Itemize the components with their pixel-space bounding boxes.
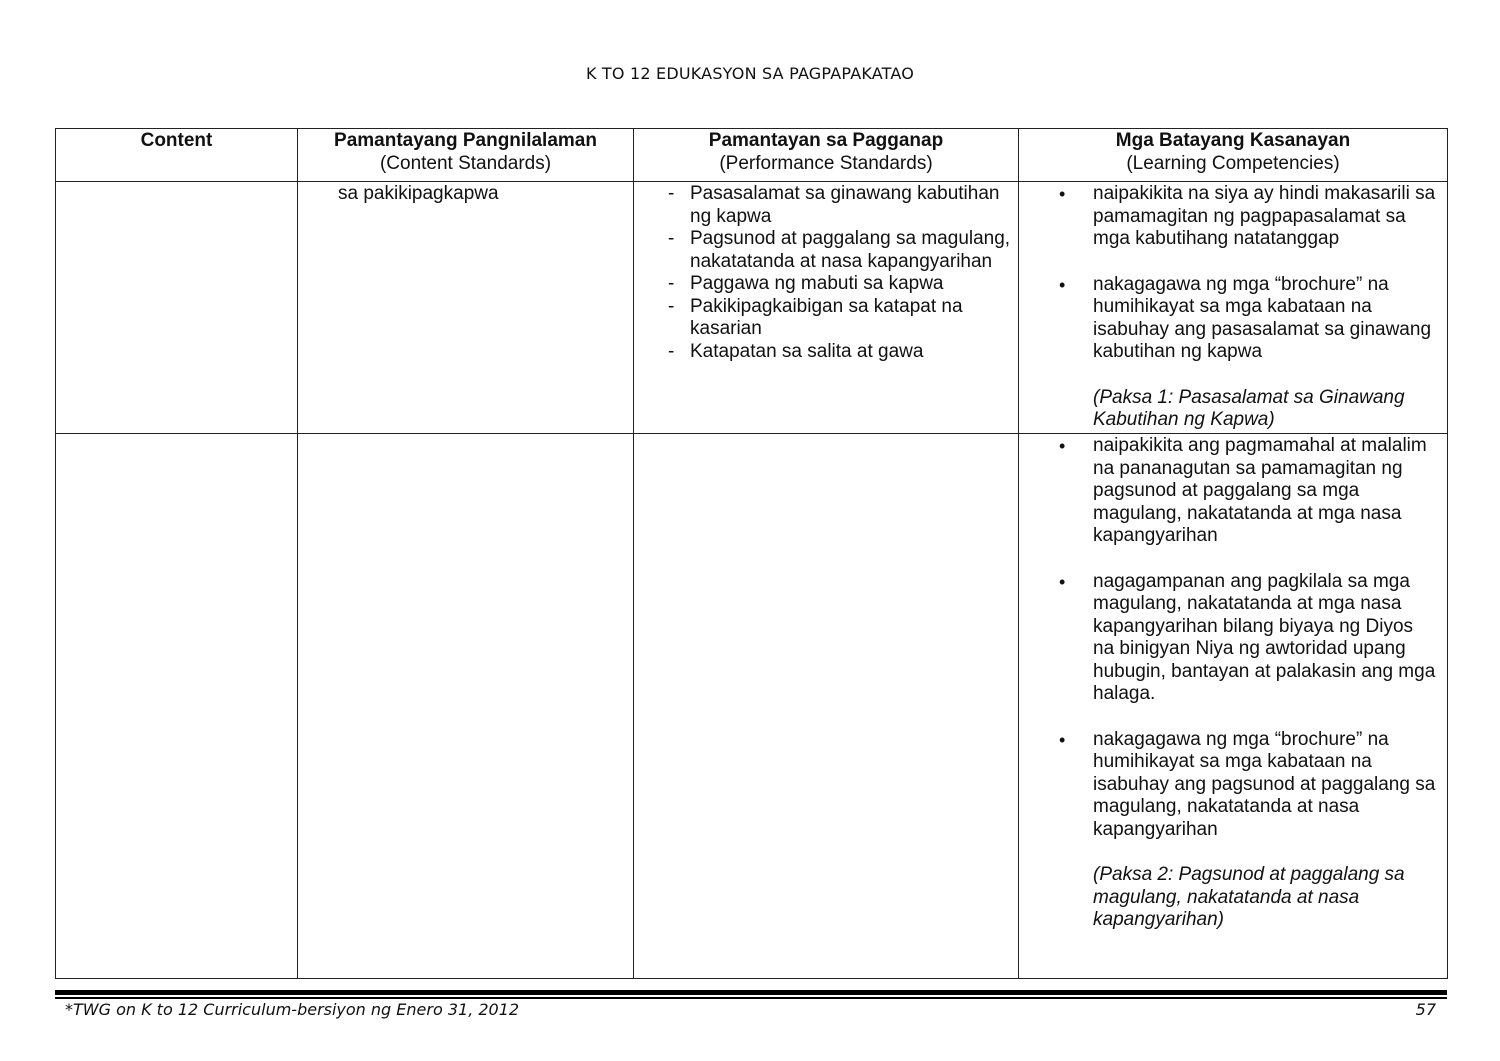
row2-content-standard-cell bbox=[298, 434, 634, 979]
header-learning-competencies-sub: (Learning Competencies) bbox=[1126, 152, 1340, 174]
row1-performance-standards-cell bbox=[634, 182, 1019, 434]
page-number: 57 bbox=[1415, 1000, 1436, 1019]
topic-note: (Paksa 2: Pagsunod at paggalang sa magulang, nakatatanda at nasa kapangyarihan) bbox=[1093, 864, 1405, 930]
header-learning-competencies-title: Mga Batayang Kasanayan bbox=[1115, 130, 1351, 151]
competencies-list bbox=[1019, 434, 1447, 841]
list-item: - Pakikipagkaibigan sa katapat na kasarian bbox=[668, 296, 1018, 341]
table-row bbox=[56, 182, 1448, 434]
header-content-title: Content bbox=[140, 130, 213, 151]
row1-competencies-cell bbox=[1019, 182, 1448, 434]
header-performance-standards-title: Pamantayan sa Pagganap bbox=[708, 130, 944, 151]
header-content-standards bbox=[298, 129, 634, 182]
footer-rule-thin bbox=[55, 997, 1447, 999]
topic-note: (Paksa 1: Pasasalamat sa Ginawang Kabutihan ng Kapwa) bbox=[1093, 386, 1405, 430]
row2-competencies-cell bbox=[1019, 434, 1448, 979]
row1-content-standard-cell: sa pakikipagkapwa bbox=[298, 182, 634, 434]
document-title: K TO 12 EDUKASYON SA PAGPAPAKATAO bbox=[585, 64, 915, 83]
list-item: - Pasasalamat sa ginawang kabutihan ng kapwa bbox=[668, 183, 1018, 228]
list-item: - Paggawa ng mabuti sa kapwa bbox=[668, 273, 1018, 296]
row1-content-cell bbox=[56, 182, 298, 434]
header-content bbox=[56, 129, 298, 182]
list-item: - Pagsunod at paggalang sa magulang, nakatatanda at nasa kapangyarihan bbox=[668, 228, 1018, 273]
curriculum-table bbox=[55, 128, 1448, 979]
performance-standards-list bbox=[634, 182, 1018, 363]
footer-rule-thick bbox=[55, 990, 1447, 995]
row2-performance-standards-cell bbox=[634, 434, 1019, 979]
table-row bbox=[56, 434, 1448, 979]
list-item: • naipakikita ang pagmamahal at malalim na pananagutan sa pamamagitan ng pagsunod at paggalang sa mga magulang, nakatatanda at mga nasa kapangyarihan bbox=[1059, 435, 1437, 548]
header-content-standards-title: Pamantayang Pangnilalaman bbox=[334, 130, 597, 151]
header-performance-standards bbox=[634, 129, 1019, 182]
list-item: • nagagampanan ang pagkilala sa mga magulang, nakatatanda at mga nasa kapangyarihan bilang biyaya ng Diyos na binigyan Niya ng awtoridad upang hubugin, bantayan at palakasin ang mga halaga. bbox=[1059, 571, 1437, 706]
list-item: • nakagagawa ng mga “brochure” na humihikayat sa mga kabataan na isabuhay ang pagsunod at paggalang sa magulang, nakatatanda at nasa kapangyarihan bbox=[1059, 729, 1437, 842]
list-item: • nakagagawa ng mga “brochure” na humihikayat sa mga kabataan na isabuhay ang pasasalamat sa ginawang kabutihan ng kapwa bbox=[1059, 274, 1437, 364]
footer-version-note: *TWG on K to 12 Curriculum-bersiyon ng Enero 31, 2012 bbox=[65, 1000, 520, 1019]
row2-content-cell bbox=[56, 434, 298, 979]
list-item: • naipakikita na siya ay hindi makasarili sa pamamagitan ng pagpapasalamat sa mga kabutihang natatanggap bbox=[1059, 183, 1437, 251]
header-content-standards-sub: (Content Standards) bbox=[379, 152, 552, 174]
list-item: - Katapatan sa salita at gawa bbox=[668, 341, 1018, 364]
competencies-list bbox=[1019, 182, 1447, 364]
header-learning-competencies bbox=[1019, 129, 1448, 182]
table-header-row bbox=[56, 129, 1448, 182]
header-performance-standards-sub: (Performance Standards) bbox=[719, 152, 933, 174]
